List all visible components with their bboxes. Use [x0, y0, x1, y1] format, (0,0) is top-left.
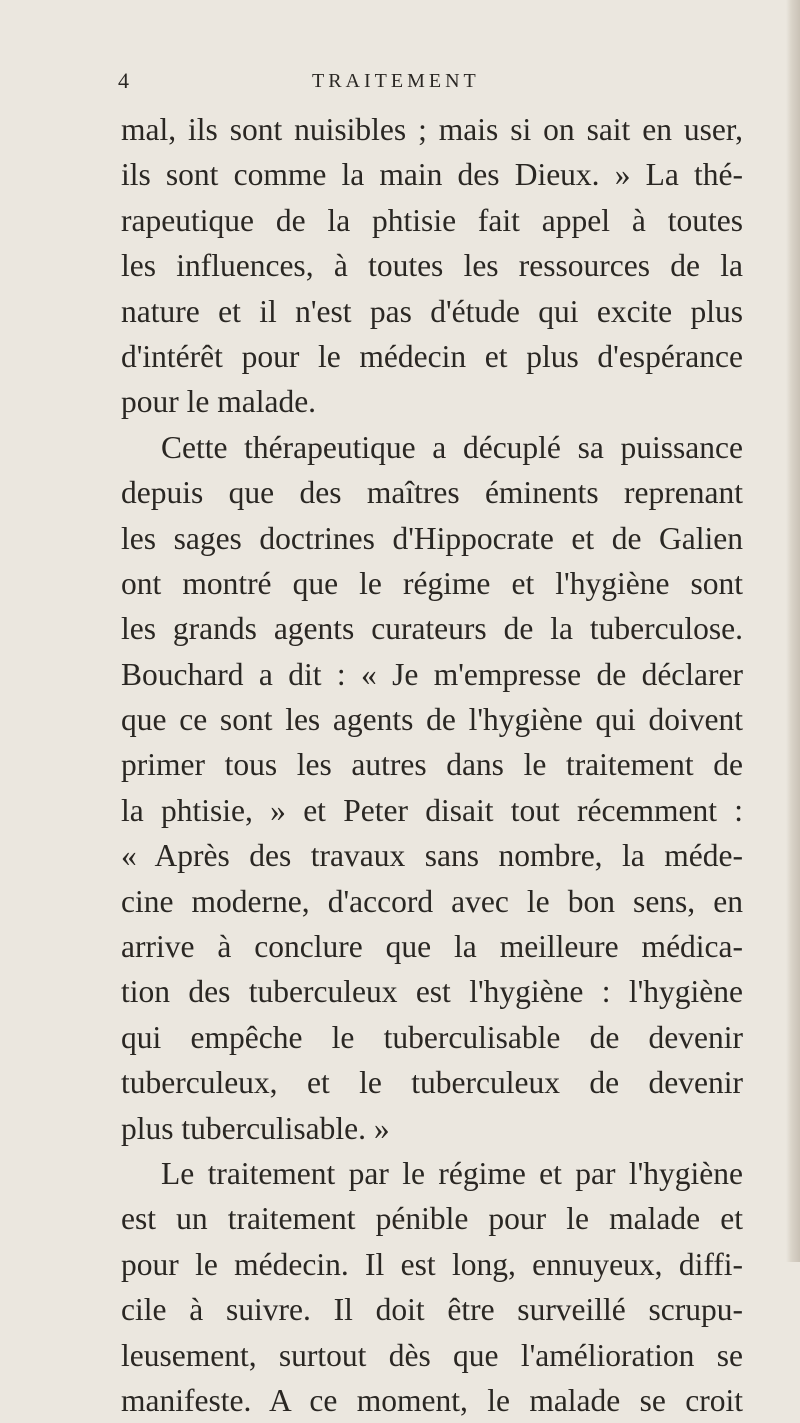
text-line: ont montré que le régime et l'hygiène sont — [121, 565, 743, 601]
text-line: Bouchard a dit : « Je m'empresse de déclarer — [121, 656, 743, 692]
page-number: 4 — [118, 68, 129, 93]
text-line: ils sont comme la main des Dieux. » La thé- — [121, 157, 743, 193]
text-line: Cette thérapeutique a décuplé sa puissance — [161, 429, 743, 465]
text-line: rapeutique de la phtisie fait appel à toutes — [121, 202, 743, 238]
text-line: depuis que des maîtres éminents reprenant — [121, 475, 743, 511]
text-line: tuberculeux, et le tuberculeux de devenir — [121, 1065, 743, 1101]
text-line: d'intérêt pour le médecin et plus d'espérance — [121, 338, 743, 374]
body-text — [121, 107, 743, 1423]
page-header — [118, 66, 738, 96]
text-line: arrive à conclure que la meilleure médica- — [121, 929, 743, 965]
text-line: cine moderne, d'accord avec le bon sens, en — [121, 883, 743, 919]
text-line: « Après des travaux sans nombre, la méde- — [121, 838, 743, 874]
text-line: manifeste. A ce moment, le malade se croit — [121, 1382, 743, 1418]
text-line: Le traitement par le régime et par l'hygiène — [161, 1155, 743, 1191]
text-line: pour le malade. — [121, 384, 317, 420]
text-line: leusement, surtout dès que l'amélioration se — [121, 1337, 743, 1373]
running-head: TRAITEMENT — [312, 70, 480, 92]
text-line: est un traitement pénible pour le malade et — [121, 1201, 743, 1237]
text-line: primer tous les autres dans le traitement de — [121, 747, 743, 783]
text-line: mal, ils sont nuisibles ; mais si on sait en user, — [121, 112, 743, 147]
text-line: la phtisie, » et Peter disait tout récemment : — [121, 792, 743, 828]
text-line: plus tuberculisable. » — [121, 1110, 390, 1146]
text-line: les sages doctrines d'Hippocrate et de Galien — [121, 520, 743, 556]
text-line: les influences, à toutes les ressources de la — [121, 248, 743, 284]
text-line: pour le médecin. Il est long, ennuyeux, diffi- — [121, 1246, 743, 1282]
page-edge-shadow — [786, 0, 800, 1262]
text-line: nature et il n'est pas d'étude qui excite plus — [121, 293, 743, 329]
text-line: cile à suivre. Il doit être surveillé scrupu- — [121, 1292, 743, 1328]
text-line: que ce sont les agents de l'hygiène qui doivent — [121, 702, 743, 738]
text-line: tion des tuberculeux est l'hygiène : l'hygiène — [121, 974, 743, 1010]
text-line: les grands agents curateurs de la tuberculose. — [121, 611, 743, 647]
text-line: qui empêche le tuberculisable de devenir — [121, 1019, 743, 1055]
